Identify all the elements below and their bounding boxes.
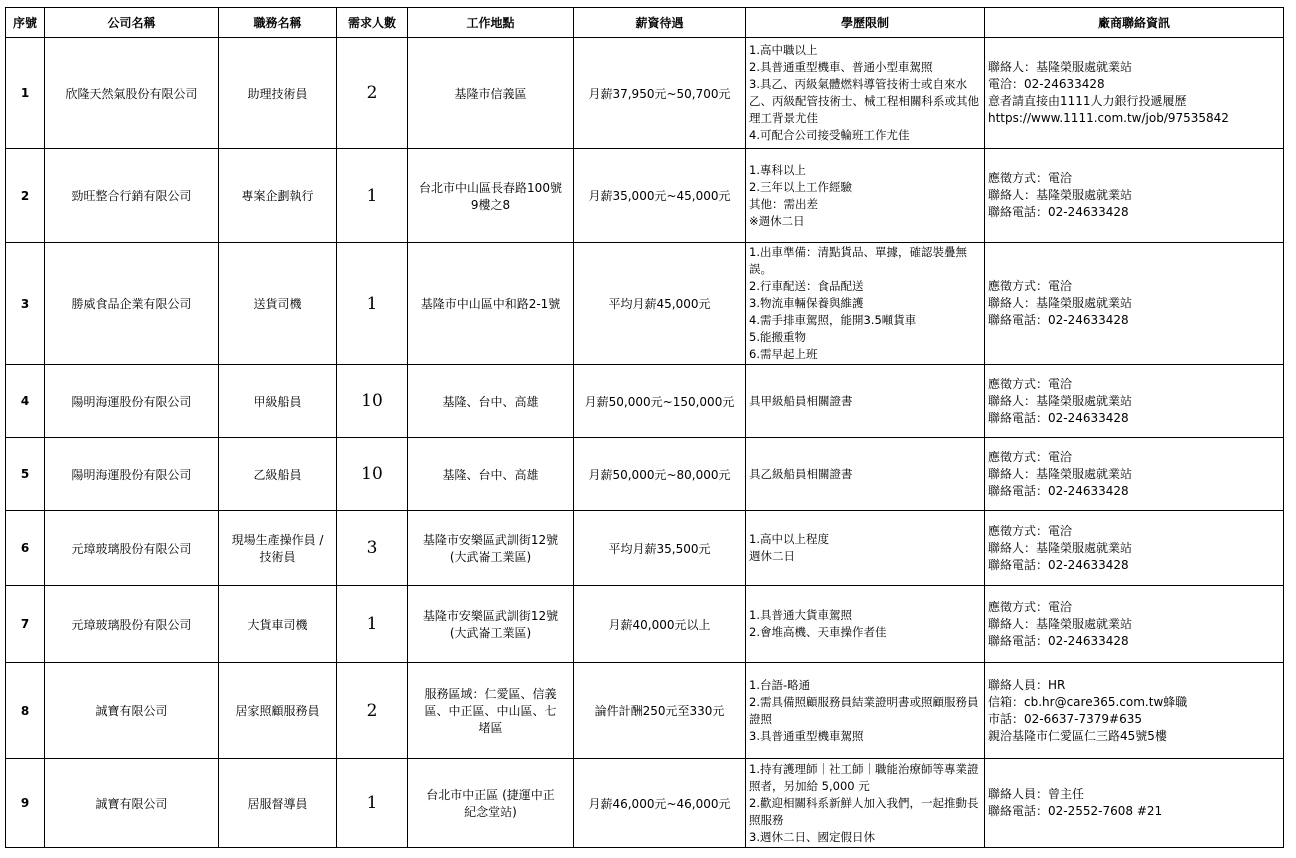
company-name: 陽明海運股份有限公司 xyxy=(45,438,219,511)
headcount: 1 xyxy=(337,149,408,243)
salary: 月薪37,950元~50,700元 xyxy=(574,38,746,149)
requirements xyxy=(746,586,985,663)
contact-line: 聯絡電話：02-24633428 xyxy=(988,205,1129,219)
position-line: 居家照顧服務員 xyxy=(235,704,320,718)
location-line: (大武崙工業區) xyxy=(449,550,532,564)
row-number: 4 xyxy=(6,365,45,438)
location-line: 基隆、台中、高雄 xyxy=(442,394,539,409)
requirements xyxy=(746,438,985,511)
table-row xyxy=(6,149,1284,243)
row-number: 9 xyxy=(6,759,45,848)
contact-info xyxy=(985,365,1284,438)
contact-line: 聯絡人員：曾主任 xyxy=(988,787,1085,801)
salary: 月薪35,000元~45,000元 xyxy=(574,149,746,243)
requirement-line: 6.需早起上班 xyxy=(749,347,818,361)
contact-line: 聯絡電話：02-24633428 xyxy=(988,313,1129,327)
contact-line: 聯絡電話：02-24633428 xyxy=(988,483,1129,498)
salary: 月薪50,000元~150,000元 xyxy=(574,365,746,438)
row-number: 7 xyxy=(6,586,45,663)
requirements xyxy=(746,38,985,149)
position-name xyxy=(219,759,337,848)
table-row xyxy=(6,365,1284,438)
contact-line: 聯絡人：基隆榮服處就業站 xyxy=(988,188,1133,202)
company-name: 元璋玻璃股份有限公司 xyxy=(45,511,219,586)
headcount: 10 xyxy=(337,365,408,438)
contact-line: 聯絡人：基隆榮服處就業站 xyxy=(988,60,1133,74)
requirement-line: 3.具乙、丙級氣體燃料導管技術士或自來水乙、丙級配管技術士、械工程相關科系或其他理工背景尤佳 xyxy=(749,77,979,125)
position-line: 大貨車司機 xyxy=(247,617,308,632)
location-line: 基隆、台中、高雄 xyxy=(442,467,539,482)
work-location xyxy=(408,38,574,149)
work-location xyxy=(408,149,574,243)
header-contact: 廠商聯絡資訊 xyxy=(985,8,1284,38)
headcount: 3 xyxy=(337,511,408,586)
location-line: 台北市中正區 (捷運中正 xyxy=(426,788,555,802)
table-row xyxy=(6,243,1284,365)
table-row xyxy=(6,586,1284,663)
requirement-line: 4.需手排車駕照，能開3.5噸貨車 xyxy=(749,313,917,327)
contact-line: 聯絡人：基隆榮服處就業站 xyxy=(988,296,1133,310)
position-name xyxy=(219,243,337,365)
headcount: 1 xyxy=(337,759,408,848)
contact-line: 聯絡人：基隆榮服處就業站 xyxy=(988,540,1133,555)
requirement-line: 1.高中以上程度 xyxy=(749,532,829,546)
header-company: 公司名稱 xyxy=(45,8,219,38)
position-line: 專案企劃執行 xyxy=(241,189,314,203)
position-line: 乙級船員 xyxy=(253,467,302,482)
location-line: 服務區域：仁愛區、信義 xyxy=(424,687,557,701)
contact-info xyxy=(985,663,1284,759)
requirement-line: 1.專科以上 xyxy=(749,162,806,177)
requirement-line: 3.具普通重型機車駕照 xyxy=(749,728,864,743)
contact-line: 聯絡電話：02-24633428 xyxy=(988,633,1129,648)
position-name xyxy=(219,438,337,511)
contact-line: 應徵方式：電洽 xyxy=(988,599,1073,614)
company-name: 誠寶有限公司 xyxy=(45,663,219,759)
contact-line: 應徵方式：電洽 xyxy=(988,376,1073,391)
location-line: 堵區 xyxy=(478,721,503,735)
work-location xyxy=(408,438,574,511)
company-name: 勝威食品企業有限公司 xyxy=(45,243,219,365)
company-name: 元璋玻璃股份有限公司 xyxy=(45,586,219,663)
headcount: 1 xyxy=(337,243,408,365)
requirements xyxy=(746,149,985,243)
header-row xyxy=(6,8,1284,38)
position-line: 技術員 xyxy=(259,550,296,564)
row-number: 3 xyxy=(6,243,45,365)
requirement-line: 4.可配合公司接受輪班工作尤佳 xyxy=(749,128,910,142)
headcount: 2 xyxy=(337,38,408,149)
position-line: 居服督導員 xyxy=(247,796,308,811)
row-number: 6 xyxy=(6,511,45,586)
table-row xyxy=(6,759,1284,848)
requirement-line: 5.能搬重物 xyxy=(749,330,806,344)
requirement-line: 1.持有護理師｜社工師｜職能治療師等專業證照者，另加給 5,000 元 xyxy=(749,761,979,793)
contact-line: 聯絡人：基隆榮服處就業站 xyxy=(988,616,1133,631)
row-number: 2 xyxy=(6,149,45,243)
contact-line: 聯絡人員：HR xyxy=(988,677,1066,692)
position-name xyxy=(219,149,337,243)
contact-info xyxy=(985,38,1284,149)
company-name: 勁旺整合行銷有限公司 xyxy=(45,149,219,243)
row-number: 8 xyxy=(6,663,45,759)
work-location xyxy=(408,759,574,848)
table-row xyxy=(6,438,1284,511)
requirements xyxy=(746,759,985,848)
row-number: 1 xyxy=(6,38,45,149)
position-line: 甲級船員 xyxy=(253,394,302,409)
requirement-line: 2.歡迎相關科系新鮮人加入我們，一起推動長照服務 xyxy=(749,795,979,827)
position-line: 送貨司機 xyxy=(253,297,302,311)
salary: 月薪50,000元~80,000元 xyxy=(574,438,746,511)
location-line: 基隆市安樂區武訓街12號 xyxy=(422,533,559,547)
header-requirements: 學歷限制 xyxy=(746,8,985,38)
position-line: 現場生產操作員 / xyxy=(231,533,324,547)
requirement-line: 其他：需出差 xyxy=(749,196,818,211)
requirement-line: 具甲級船員相關證書 xyxy=(749,393,853,408)
position-name xyxy=(219,586,337,663)
location-line: (大武崙工業區) xyxy=(449,626,532,640)
contact-info xyxy=(985,586,1284,663)
work-location xyxy=(408,243,574,365)
work-location xyxy=(408,365,574,438)
requirement-line: 1.具普通大貨車駕照 xyxy=(749,608,852,622)
company-name: 誠寶有限公司 xyxy=(45,759,219,848)
contact-info xyxy=(985,149,1284,243)
company-name: 欣隆天然氣股份有限公司 xyxy=(45,38,219,149)
job-listing-table xyxy=(5,7,1284,848)
requirement-line: 3.物流車輛保養與維護 xyxy=(749,296,864,310)
requirement-line: 2.會堆高機、天車操作者佳 xyxy=(749,625,887,639)
contact-line: 應徵方式：電洽 xyxy=(988,279,1073,293)
location-line: 區、中正區、中山區、七 xyxy=(424,704,557,718)
contact-info xyxy=(985,759,1284,848)
location-line: 9樓之8 xyxy=(470,197,511,212)
contact-line: 聯絡電話：02-2552-7608 #21 xyxy=(988,804,1163,818)
salary: 平均月薪35,500元 xyxy=(574,511,746,586)
requirement-line: 2.三年以上工作經驗 xyxy=(749,179,852,194)
headcount: 2 xyxy=(337,663,408,759)
requirement-line: 具乙級船員相關證書 xyxy=(749,466,853,481)
contact-info xyxy=(985,511,1284,586)
salary: 月薪40,000元以上 xyxy=(574,586,746,663)
contact-line: 信箱：cb.hr@care365.com.tw蜂職 xyxy=(988,694,1188,709)
salary: 月薪46,000元~46,000元 xyxy=(574,759,746,848)
salary: 平均月薪45,000元 xyxy=(574,243,746,365)
position-name xyxy=(219,38,337,149)
work-location xyxy=(408,511,574,586)
work-location xyxy=(408,586,574,663)
position-name xyxy=(219,663,337,759)
contact-info xyxy=(985,243,1284,365)
header-count: 需求人數 xyxy=(337,8,408,38)
location-line: 基隆市安樂區武訓街12號 xyxy=(422,609,559,623)
location-line: 紀念堂站) xyxy=(464,805,517,819)
contact-line: 親洽基隆市仁愛區仁三路45號5樓 xyxy=(988,728,1167,743)
table-row xyxy=(6,511,1284,586)
contact-line: 聯絡人：基隆榮服處就業站 xyxy=(988,466,1133,481)
work-location xyxy=(408,663,574,759)
headcount: 10 xyxy=(337,438,408,511)
position-name xyxy=(219,511,337,586)
contact-line: 應徵方式：電洽 xyxy=(988,171,1073,185)
header-location: 工作地點 xyxy=(408,8,574,38)
requirements xyxy=(746,243,985,365)
headcount: 1 xyxy=(337,586,408,663)
position-line: 助理技術員 xyxy=(247,86,308,101)
contact-line: 市話：02-6637-7379#635 xyxy=(988,711,1142,726)
contact-line: 電洽：02-24633428 xyxy=(988,77,1105,91)
requirements xyxy=(746,365,985,438)
requirement-line: ※週休二日 xyxy=(749,213,805,228)
contact-line: 聯絡人：基隆榮服處就業站 xyxy=(988,393,1133,408)
location-line: 台北市中山區長春路100號 xyxy=(419,180,562,195)
requirement-line: 1.高中職以上 xyxy=(749,43,818,57)
contact-line: 意者請直接由1111人力銀行投遞履歷 xyxy=(988,94,1187,108)
requirement-line: 2.具普通重型機車、普通小型車駕照 xyxy=(749,60,933,74)
requirement-line: 3.週休二日、國定假日休 xyxy=(749,829,875,844)
location-line: 基隆市信義區 xyxy=(454,86,527,101)
requirements xyxy=(746,511,985,586)
requirements xyxy=(746,663,985,759)
position-name xyxy=(219,365,337,438)
requirement-line: 2.行車配送：食品配送 xyxy=(749,279,864,293)
contact-line: 聯絡電話：02-24633428 xyxy=(988,410,1129,425)
requirement-line: 2.需具備照顧服務員結業證明書或照顧服務員證照 xyxy=(749,694,979,726)
header-position: 職務名稱 xyxy=(219,8,337,38)
table-row xyxy=(6,663,1284,759)
salary: 論件計酬250元至330元 xyxy=(574,663,746,759)
contact-line: https://www.1111.com.tw/job/97535842 xyxy=(988,111,1229,125)
company-name: 陽明海運股份有限公司 xyxy=(45,365,219,438)
location-line: 基隆市中山區中和路2-1號 xyxy=(420,297,561,311)
table-row xyxy=(6,38,1284,149)
row-number: 5 xyxy=(6,438,45,511)
contact-line: 應徵方式：電洽 xyxy=(988,449,1073,464)
contact-line: 應徵方式：電洽 xyxy=(988,523,1073,538)
contact-info xyxy=(985,438,1284,511)
requirement-line: 週休二日 xyxy=(749,549,795,563)
requirement-line: 1.台語-略通 xyxy=(749,677,811,692)
contact-line: 聯絡電話：02-24633428 xyxy=(988,557,1129,572)
requirement-line: 1.出車準備：清點貨品、單據，確認裝疊無誤。 xyxy=(749,245,967,276)
header-no: 序號 xyxy=(6,8,45,38)
header-salary: 薪資待遇 xyxy=(574,8,746,38)
